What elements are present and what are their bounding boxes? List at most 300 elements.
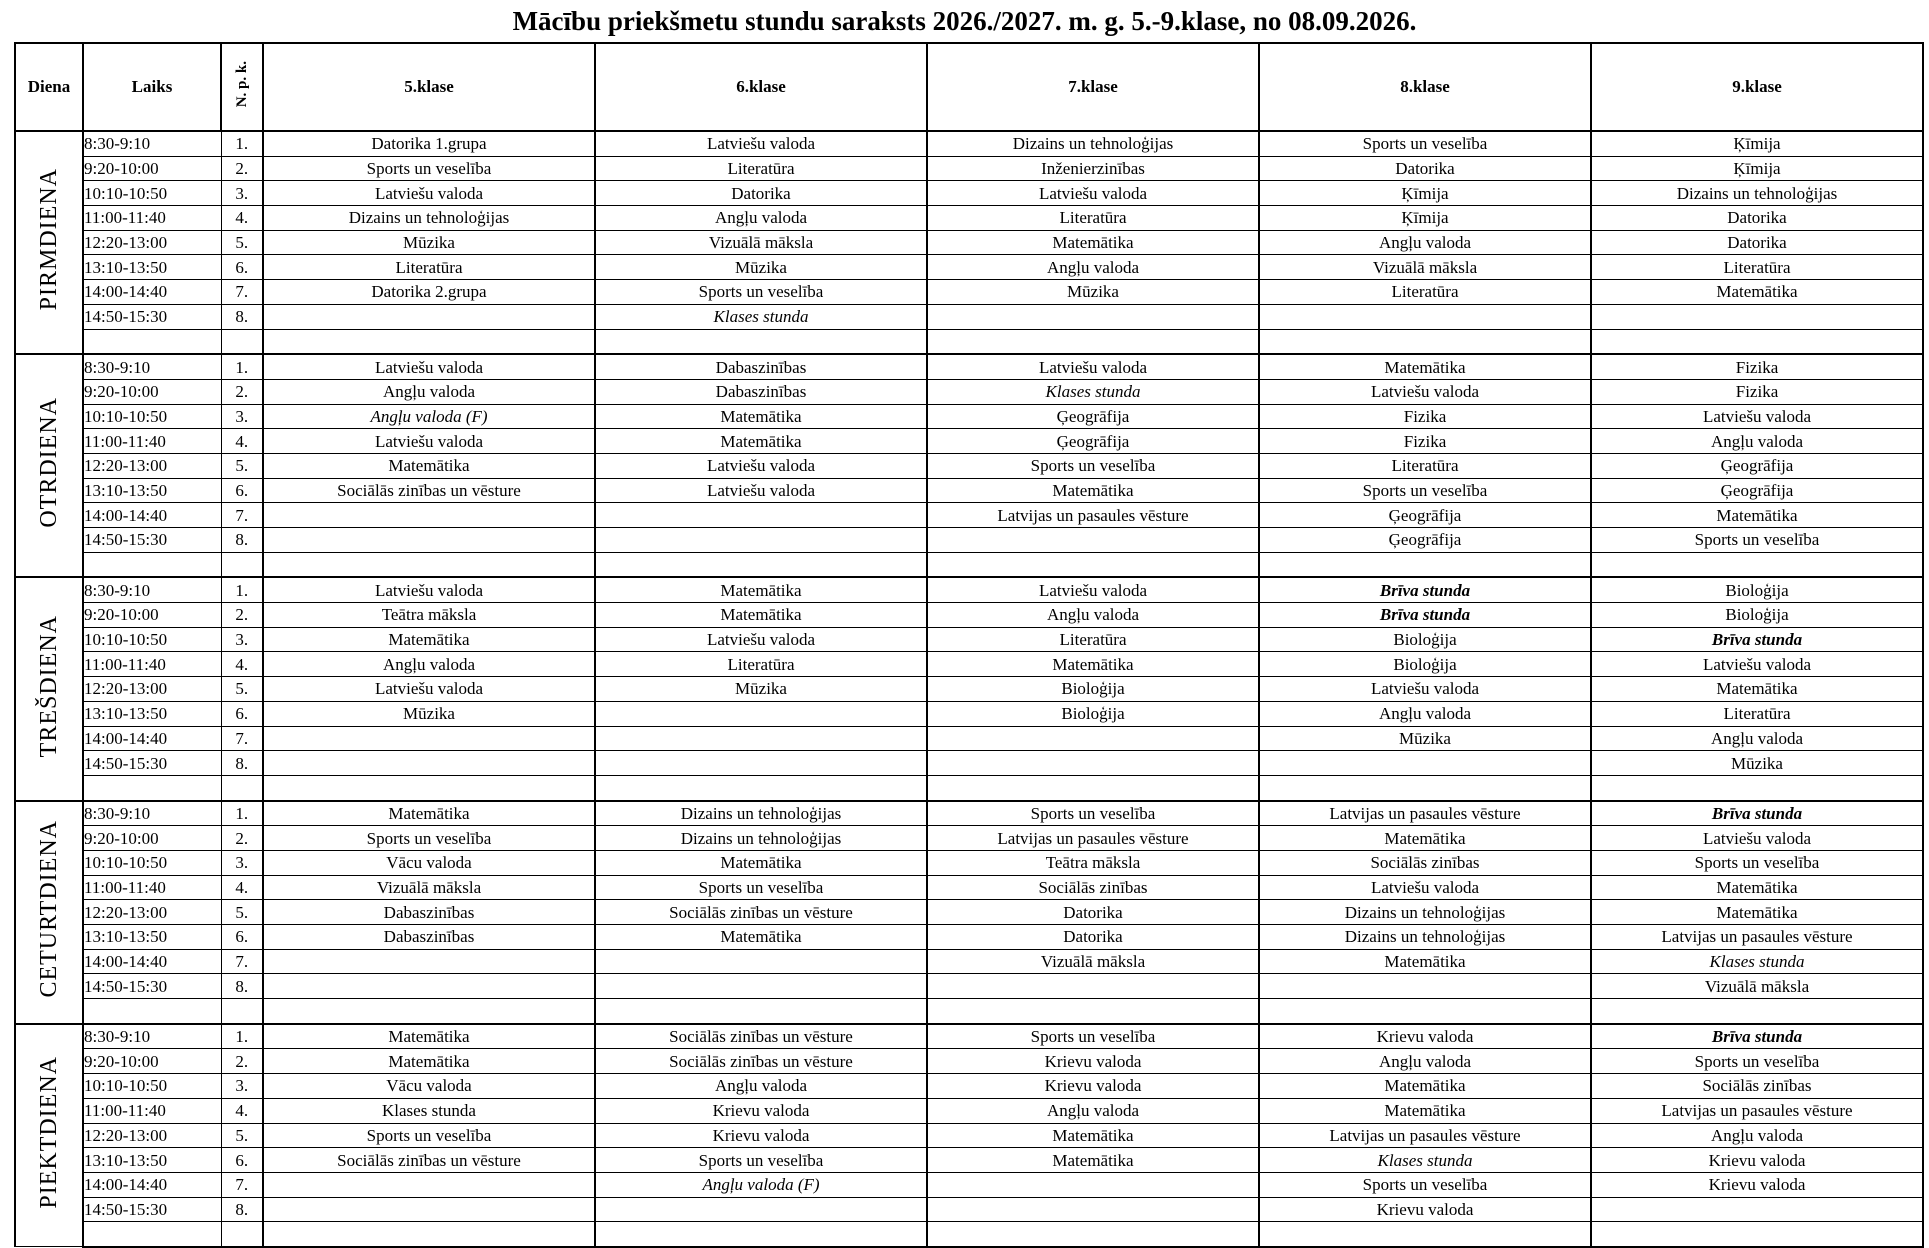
subject-cell-class-5: Teātra māksla <box>263 603 595 628</box>
subject-cell-class-5: Vācu valoda <box>263 1074 595 1099</box>
subject-cell-class-6: Matemātika <box>595 603 927 628</box>
subject-cell-class-7 <box>927 528 1259 553</box>
subject-cell-class-5: Dabaszinības <box>263 900 595 925</box>
subject-cell-class-6 <box>595 974 927 999</box>
lesson-number-cell: 4. <box>221 206 263 231</box>
table-row <box>15 1222 1923 1247</box>
table-row <box>15 826 1923 851</box>
subject-cell-class-8: Mūzika <box>1259 726 1591 751</box>
day-label: PIEKTDIENA <box>35 1056 62 1209</box>
subject-cell-class-8: Latviešu valoda <box>1259 875 1591 900</box>
time-cell: 10:10-10:50 <box>83 1074 221 1099</box>
subject-cell-class-8: Matemātika <box>1259 1074 1591 1099</box>
time-cell: 8:30-9:10 <box>83 354 221 379</box>
time-cell: 14:50-15:30 <box>83 304 221 329</box>
subject-cell-class-8: Bioloģija <box>1259 627 1591 652</box>
subject-cell-class-5: Matemātika <box>263 453 595 478</box>
subject-cell-class-7: Bioloģija <box>927 701 1259 726</box>
subject-cell-class-9 <box>1591 329 1923 354</box>
lesson-number-cell: 2. <box>221 379 263 404</box>
subject-cell-class-6: Matemātika <box>595 429 927 454</box>
subject-cell-class-8: Sociālās zinības <box>1259 850 1591 875</box>
subject-cell-class-6: Mūzika <box>595 677 927 702</box>
lesson-number-cell: 7. <box>221 949 263 974</box>
table-row <box>15 1148 1923 1173</box>
subject-cell-class-7: Inženierzinības <box>927 156 1259 181</box>
time-cell: 12:20-13:00 <box>83 453 221 478</box>
subject-cell-class-7: Matemātika <box>927 478 1259 503</box>
subject-cell-class-8: Angļu valoda <box>1259 1049 1591 1074</box>
day-label: TREŠDIENA <box>35 614 62 758</box>
subject-cell-class-9: Matemātika <box>1591 677 1923 702</box>
subject-cell-class-8: Latvijas un pasaules vēsture <box>1259 1123 1591 1148</box>
time-cell: 11:00-11:40 <box>83 429 221 454</box>
subject-cell-class-7 <box>927 775 1259 800</box>
subject-cell-class-6: Latviešu valoda <box>595 131 927 156</box>
subject-cell-class-7: Matemātika <box>927 1123 1259 1148</box>
subject-cell-class-6: Mūzika <box>595 255 927 280</box>
subject-cell-class-9: Matemātika <box>1591 280 1923 305</box>
subject-cell-class-8: Fizika <box>1259 429 1591 454</box>
lesson-number-cell: 4. <box>221 1098 263 1123</box>
subject-cell-class-5: Matemātika <box>263 1024 595 1049</box>
header-time: Laiks <box>83 43 221 131</box>
time-cell: 13:10-13:50 <box>83 925 221 950</box>
subject-cell-class-6: Dizains un tehnoloģijas <box>595 826 927 851</box>
subject-cell-class-8: Ķīmija <box>1259 206 1591 231</box>
header-class-7: 7.klase <box>927 43 1259 131</box>
subject-cell-class-6: Klases stunda <box>595 304 927 329</box>
subject-cell-class-9: Klases stunda <box>1591 949 1923 974</box>
subject-cell-class-6: Sports un veselība <box>595 875 927 900</box>
subject-cell-class-5: Mūzika <box>263 230 595 255</box>
table-row <box>15 1123 1923 1148</box>
time-cell <box>83 552 221 577</box>
lesson-number-cell: 7. <box>221 503 263 528</box>
lesson-number-cell: 8. <box>221 528 263 553</box>
table-row <box>15 552 1923 577</box>
time-cell: 8:30-9:10 <box>83 577 221 602</box>
subject-cell-class-6: Latviešu valoda <box>595 478 927 503</box>
subject-cell-class-6: Angļu valoda <box>595 1074 927 1099</box>
day-cell <box>15 801 83 1024</box>
subject-cell-class-5: Mūzika <box>263 701 595 726</box>
subject-cell-class-9: Angļu valoda <box>1591 1123 1923 1148</box>
table-row <box>15 503 1923 528</box>
subject-cell-class-7: Teātra māksla <box>927 850 1259 875</box>
subject-cell-class-9: Latviešu valoda <box>1591 652 1923 677</box>
subject-cell-class-9: Brīva stunda <box>1591 801 1923 826</box>
subject-cell-class-6: Sociālās zinības un vēsture <box>595 900 927 925</box>
time-cell: 12:20-13:00 <box>83 900 221 925</box>
subject-cell-class-9: Literatūra <box>1591 701 1923 726</box>
subject-cell-class-9: Latviešu valoda <box>1591 404 1923 429</box>
subject-cell-class-8: Dizains un tehnoloģijas <box>1259 900 1591 925</box>
table-row <box>15 1024 1923 1049</box>
lesson-number-cell: 4. <box>221 429 263 454</box>
subject-cell-class-7: Angļu valoda <box>927 255 1259 280</box>
subject-cell-class-7 <box>927 552 1259 577</box>
subject-cell-class-9: Bioloģija <box>1591 603 1923 628</box>
subject-cell-class-6 <box>595 726 927 751</box>
subject-cell-class-6: Sociālās zinības un vēsture <box>595 1049 927 1074</box>
day-cell <box>15 1024 83 1247</box>
subject-cell-class-5: Vizuālā māksla <box>263 875 595 900</box>
subject-cell-class-9: Krievu valoda <box>1591 1148 1923 1173</box>
table-row <box>15 677 1923 702</box>
header-npk-label: N. p. k. <box>233 61 250 108</box>
subject-cell-class-7: Krievu valoda <box>927 1049 1259 1074</box>
lesson-number-cell: 6. <box>221 1148 263 1173</box>
table-row <box>15 974 1923 999</box>
subject-cell-class-6: Sports un veselība <box>595 1148 927 1173</box>
subject-cell-class-9 <box>1591 999 1923 1024</box>
lesson-number-cell: 2. <box>221 156 263 181</box>
time-cell <box>83 329 221 354</box>
lesson-number-cell: 3. <box>221 404 263 429</box>
subject-cell-class-5 <box>263 1222 595 1247</box>
subject-cell-class-9: Sports un veselība <box>1591 1049 1923 1074</box>
subject-cell-class-7: Matemātika <box>927 1148 1259 1173</box>
subject-cell-class-8: Klases stunda <box>1259 1148 1591 1173</box>
subject-cell-class-7: Literatūra <box>927 206 1259 231</box>
subject-cell-class-9: Ģeogrāfija <box>1591 453 1923 478</box>
subject-cell-class-8 <box>1259 974 1591 999</box>
subject-cell-class-9: Latvijas un pasaules vēsture <box>1591 1098 1923 1123</box>
subject-cell-class-5: Datorika 2.grupa <box>263 280 595 305</box>
lesson-number-cell: 5. <box>221 1123 263 1148</box>
subject-cell-class-8: Matemātika <box>1259 354 1591 379</box>
subject-cell-class-5: Sports un veselība <box>263 1123 595 1148</box>
table-row <box>15 726 1923 751</box>
subject-cell-class-5 <box>263 999 595 1024</box>
time-cell: 14:50-15:30 <box>83 974 221 999</box>
subject-cell-class-7: Bioloģija <box>927 677 1259 702</box>
lesson-number-cell: 1. <box>221 354 263 379</box>
time-cell <box>83 1222 221 1247</box>
subject-cell-class-7 <box>927 1197 1259 1222</box>
lesson-number-cell: 8. <box>221 974 263 999</box>
subject-cell-class-5: Latviešu valoda <box>263 429 595 454</box>
subject-cell-class-6: Matemātika <box>595 925 927 950</box>
subject-cell-class-5 <box>263 1172 595 1197</box>
subject-cell-class-8: Fizika <box>1259 404 1591 429</box>
subject-cell-class-9: Sports un veselība <box>1591 528 1923 553</box>
subject-cell-class-5: Sociālās zinības un vēsture <box>263 478 595 503</box>
lesson-number-cell: 1. <box>221 801 263 826</box>
subject-cell-class-8 <box>1259 999 1591 1024</box>
table-row <box>15 280 1923 305</box>
subject-cell-class-8 <box>1259 1222 1591 1247</box>
lesson-number-cell: 2. <box>221 1049 263 1074</box>
subject-cell-class-7 <box>927 726 1259 751</box>
day-cell <box>15 354 83 577</box>
table-row <box>15 453 1923 478</box>
table-row <box>15 255 1923 280</box>
time-cell: 10:10-10:50 <box>83 181 221 206</box>
subject-cell-class-8: Ģeogrāfija <box>1259 503 1591 528</box>
time-cell: 11:00-11:40 <box>83 1098 221 1123</box>
table-row <box>15 156 1923 181</box>
lesson-number-cell: 5. <box>221 230 263 255</box>
table-row <box>15 627 1923 652</box>
subject-cell-class-8: Dizains un tehnoloģijas <box>1259 925 1591 950</box>
lesson-number-cell <box>221 329 263 354</box>
subject-cell-class-8 <box>1259 304 1591 329</box>
subject-cell-class-8: Bioloģija <box>1259 652 1591 677</box>
table-row <box>15 379 1923 404</box>
subject-cell-class-8: Datorika <box>1259 156 1591 181</box>
time-cell: 11:00-11:40 <box>83 875 221 900</box>
subject-cell-class-5: Klases stunda <box>263 1098 595 1123</box>
time-cell: 9:20-10:00 <box>83 156 221 181</box>
header-class-8: 8.klase <box>1259 43 1591 131</box>
subject-cell-class-5 <box>263 304 595 329</box>
time-cell: 11:00-11:40 <box>83 206 221 231</box>
lesson-number-cell: 1. <box>221 577 263 602</box>
subject-cell-class-6: Literatūra <box>595 652 927 677</box>
time-cell: 12:20-13:00 <box>83 1123 221 1148</box>
time-cell: 13:10-13:50 <box>83 701 221 726</box>
subject-cell-class-7 <box>927 751 1259 776</box>
subject-cell-class-9: Bioloģija <box>1591 577 1923 602</box>
table-row <box>15 999 1923 1024</box>
subject-cell-class-7: Datorika <box>927 925 1259 950</box>
subject-cell-class-5: Matemātika <box>263 801 595 826</box>
subject-cell-class-7: Datorika <box>927 900 1259 925</box>
subject-cell-class-9: Angļu valoda <box>1591 726 1923 751</box>
subject-cell-class-9: Matemātika <box>1591 503 1923 528</box>
table-row <box>15 652 1923 677</box>
time-cell: 8:30-9:10 <box>83 1024 221 1049</box>
subject-cell-class-9: Literatūra <box>1591 255 1923 280</box>
lesson-number-cell: 7. <box>221 726 263 751</box>
subject-cell-class-5 <box>263 726 595 751</box>
time-cell <box>83 775 221 800</box>
subject-cell-class-8: Angļu valoda <box>1259 230 1591 255</box>
subject-cell-class-6: Matemātika <box>595 850 927 875</box>
subject-cell-class-9 <box>1591 1222 1923 1247</box>
subject-cell-class-8: Latviešu valoda <box>1259 677 1591 702</box>
subject-cell-class-9: Ģeogrāfija <box>1591 478 1923 503</box>
subject-cell-class-6: Krievu valoda <box>595 1098 927 1123</box>
subject-cell-class-9: Ķīmija <box>1591 156 1923 181</box>
subject-cell-class-5 <box>263 528 595 553</box>
day-cell <box>15 131 83 354</box>
subject-cell-class-8: Literatūra <box>1259 280 1591 305</box>
time-cell <box>83 999 221 1024</box>
lesson-number-cell: 8. <box>221 304 263 329</box>
time-cell: 14:50-15:30 <box>83 528 221 553</box>
lesson-number-cell <box>221 552 263 577</box>
subject-cell-class-6: Vizuālā māksla <box>595 230 927 255</box>
subject-cell-class-5 <box>263 329 595 354</box>
day-label: CETURTDIENA <box>35 820 62 998</box>
time-cell: 12:20-13:00 <box>83 677 221 702</box>
subject-cell-class-5: Latviešu valoda <box>263 577 595 602</box>
subject-cell-class-6 <box>595 701 927 726</box>
subject-cell-class-9 <box>1591 304 1923 329</box>
subject-cell-class-7 <box>927 329 1259 354</box>
time-cell: 14:00-14:40 <box>83 949 221 974</box>
subject-cell-class-8 <box>1259 775 1591 800</box>
subject-cell-class-8: Vizuālā māksla <box>1259 255 1591 280</box>
subject-cell-class-9 <box>1591 775 1923 800</box>
lesson-number-cell <box>221 775 263 800</box>
header-class-5: 5.klase <box>263 43 595 131</box>
subject-cell-class-5: Latviešu valoda <box>263 677 595 702</box>
lesson-number-cell <box>221 999 263 1024</box>
time-cell: 11:00-11:40 <box>83 652 221 677</box>
subject-cell-class-6: Angļu valoda <box>595 206 927 231</box>
table-row <box>15 775 1923 800</box>
subject-cell-class-7: Mūzika <box>927 280 1259 305</box>
lesson-number-cell: 3. <box>221 627 263 652</box>
subject-cell-class-5: Vācu valoda <box>263 850 595 875</box>
lesson-number-cell: 1. <box>221 131 263 156</box>
subject-cell-class-7: Ģeogrāfija <box>927 429 1259 454</box>
table-row <box>15 875 1923 900</box>
table-row <box>15 354 1923 379</box>
time-cell: 9:20-10:00 <box>83 826 221 851</box>
table-row <box>15 206 1923 231</box>
subject-cell-class-6: Literatūra <box>595 156 927 181</box>
subject-cell-class-7 <box>927 999 1259 1024</box>
table-row <box>15 1049 1923 1074</box>
lesson-number-cell: 5. <box>221 900 263 925</box>
table-row <box>15 181 1923 206</box>
day-label: PIRMDIENA <box>35 168 62 311</box>
time-cell: 14:00-14:40 <box>83 280 221 305</box>
subject-cell-class-6: Dizains un tehnoloģijas <box>595 801 927 826</box>
time-cell: 9:20-10:00 <box>83 603 221 628</box>
subject-cell-class-7: Sociālās zinības <box>927 875 1259 900</box>
subject-cell-class-9: Matemātika <box>1591 900 1923 925</box>
subject-cell-class-5: Matemātika <box>263 627 595 652</box>
subject-cell-class-9: Brīva stunda <box>1591 1024 1923 1049</box>
table-row <box>15 1074 1923 1099</box>
subject-cell-class-9: Latviešu valoda <box>1591 826 1923 851</box>
subject-cell-class-6 <box>595 552 927 577</box>
table-row <box>15 230 1923 255</box>
subject-cell-class-5: Dizains un tehnoloģijas <box>263 206 595 231</box>
table-row <box>15 603 1923 628</box>
subject-cell-class-6 <box>595 949 927 974</box>
subject-cell-class-6 <box>595 503 927 528</box>
subject-cell-class-9 <box>1591 1197 1923 1222</box>
lesson-number-cell: 3. <box>221 181 263 206</box>
subject-cell-class-7: Matemātika <box>927 230 1259 255</box>
subject-cell-class-9 <box>1591 552 1923 577</box>
subject-cell-class-9: Brīva stunda <box>1591 627 1923 652</box>
subject-cell-class-5: Dabaszinības <box>263 925 595 950</box>
subject-cell-class-7: Sports un veselība <box>927 1024 1259 1049</box>
subject-cell-class-8: Ģeogrāfija <box>1259 528 1591 553</box>
header-npk <box>221 43 263 131</box>
lesson-number-cell: 8. <box>221 751 263 776</box>
subject-cell-class-9: Latvijas un pasaules vēsture <box>1591 925 1923 950</box>
lesson-number-cell <box>221 1222 263 1247</box>
subject-cell-class-8: Matemātika <box>1259 1098 1591 1123</box>
subject-cell-class-8: Krievu valoda <box>1259 1197 1591 1222</box>
subject-cell-class-5 <box>263 503 595 528</box>
page-title: Mācību priekšmetu stundu saraksts 2026./2027. m. g. 5.-9.klase, no 08.09.2026. <box>512 6 1417 36</box>
lesson-number-cell: 6. <box>221 701 263 726</box>
subject-cell-class-9: Ķīmija <box>1591 131 1923 156</box>
subject-cell-class-6 <box>595 528 927 553</box>
subject-cell-class-6: Krievu valoda <box>595 1123 927 1148</box>
subject-cell-class-6 <box>595 999 927 1024</box>
lesson-number-cell: 5. <box>221 677 263 702</box>
table-row <box>15 478 1923 503</box>
lesson-number-cell: 8. <box>221 1197 263 1222</box>
subject-cell-class-6: Sports un veselība <box>595 280 927 305</box>
subject-cell-class-6 <box>595 1197 927 1222</box>
time-cell: 13:10-13:50 <box>83 255 221 280</box>
subject-cell-class-8: Latvijas un pasaules vēsture <box>1259 801 1591 826</box>
time-cell: 10:10-10:50 <box>83 850 221 875</box>
subject-cell-class-9: Dizains un tehnoloģijas <box>1591 181 1923 206</box>
lesson-number-cell: 7. <box>221 280 263 305</box>
schedule-table <box>14 42 1924 1248</box>
subject-cell-class-9: Sports un veselība <box>1591 850 1923 875</box>
subject-cell-class-5 <box>263 552 595 577</box>
table-row <box>15 528 1923 553</box>
subject-cell-class-9: Krievu valoda <box>1591 1172 1923 1197</box>
subject-cell-class-6 <box>595 775 927 800</box>
time-cell: 13:10-13:50 <box>83 478 221 503</box>
table-row <box>15 1098 1923 1123</box>
subject-cell-class-6 <box>595 1222 927 1247</box>
lesson-number-cell: 4. <box>221 875 263 900</box>
subject-cell-class-7: Latviešu valoda <box>927 354 1259 379</box>
subject-cell-class-5: Angļu valoda <box>263 652 595 677</box>
table-row <box>15 701 1923 726</box>
subject-cell-class-7: Latvijas un pasaules vēsture <box>927 826 1259 851</box>
subject-cell-class-8: Angļu valoda <box>1259 701 1591 726</box>
schedule-body <box>15 131 1923 1247</box>
subject-cell-class-7: Latvijas un pasaules vēsture <box>927 503 1259 528</box>
time-cell: 12:20-13:00 <box>83 230 221 255</box>
table-row <box>15 1197 1923 1222</box>
day-cell <box>15 577 83 800</box>
table-row <box>15 1172 1923 1197</box>
time-cell: 9:20-10:00 <box>83 1049 221 1074</box>
subject-cell-class-8 <box>1259 751 1591 776</box>
lesson-number-cell: 2. <box>221 826 263 851</box>
subject-cell-class-9: Datorika <box>1591 230 1923 255</box>
table-row <box>15 131 1923 156</box>
lesson-number-cell: 6. <box>221 478 263 503</box>
subject-cell-class-8: Krievu valoda <box>1259 1024 1591 1049</box>
subject-cell-class-8: Sports un veselība <box>1259 131 1591 156</box>
subject-cell-class-5: Matemātika <box>263 1049 595 1074</box>
subject-cell-class-6: Matemātika <box>595 577 927 602</box>
table-row <box>15 801 1923 826</box>
subject-cell-class-8: Latviešu valoda <box>1259 379 1591 404</box>
subject-cell-class-5 <box>263 751 595 776</box>
subject-cell-class-5 <box>263 1197 595 1222</box>
subject-cell-class-7: Latviešu valoda <box>927 577 1259 602</box>
table-row <box>15 304 1923 329</box>
subject-cell-class-6: Dabaszinības <box>595 379 927 404</box>
subject-cell-class-8: Sports un veselība <box>1259 478 1591 503</box>
day-label: OTRDIENA <box>35 397 62 529</box>
subject-cell-class-7: Literatūra <box>927 627 1259 652</box>
subject-cell-class-9: Fizika <box>1591 379 1923 404</box>
header-class-9: 9.klase <box>1591 43 1923 131</box>
subject-cell-class-9: Mūzika <box>1591 751 1923 776</box>
